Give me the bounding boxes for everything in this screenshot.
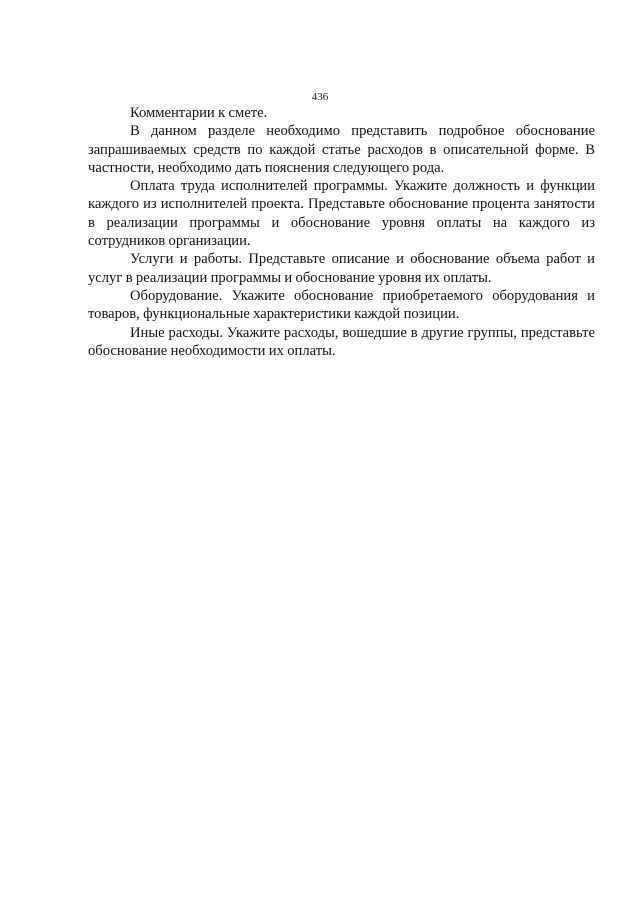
paragraph-comments-heading: Комментарии к смете. [130, 105, 268, 121]
paragraph-equipment: Оборудование. Укажите обоснование приобретаемого оборудования и товаров, функциональные характеристики каждой позиции. [88, 287, 595, 323]
paragraph-services: Услуги и работы. Представьте описание и обоснование объема работ и услуг в реализации программы и обоснование уровня их оплаты. [88, 251, 595, 286]
paragraph-staff-pay: Оплата труда исполнителей программы. Укажите должность и функции каждого из исполнителей проекта. Представьте обоснование процента занятости в реализации программы и обоснование уровня оплаты на каждого из сотрудников организации. [88, 178, 595, 250]
paragraph-intro: В данном разделе необходимо представить подробное обоснование запрашиваемых средств по каждой статье расходов в описательной форме. В частности, необходимо дать пояснения следующего рода. [88, 123, 595, 176]
body-text [88, 104, 595, 360]
paragraph-other-expenses: Иные расходы. Укажите расходы, вошедшие в другие группы, представьте обоснование необходимости их оплаты. [88, 324, 595, 359]
page-number: 436 [311, 91, 329, 103]
